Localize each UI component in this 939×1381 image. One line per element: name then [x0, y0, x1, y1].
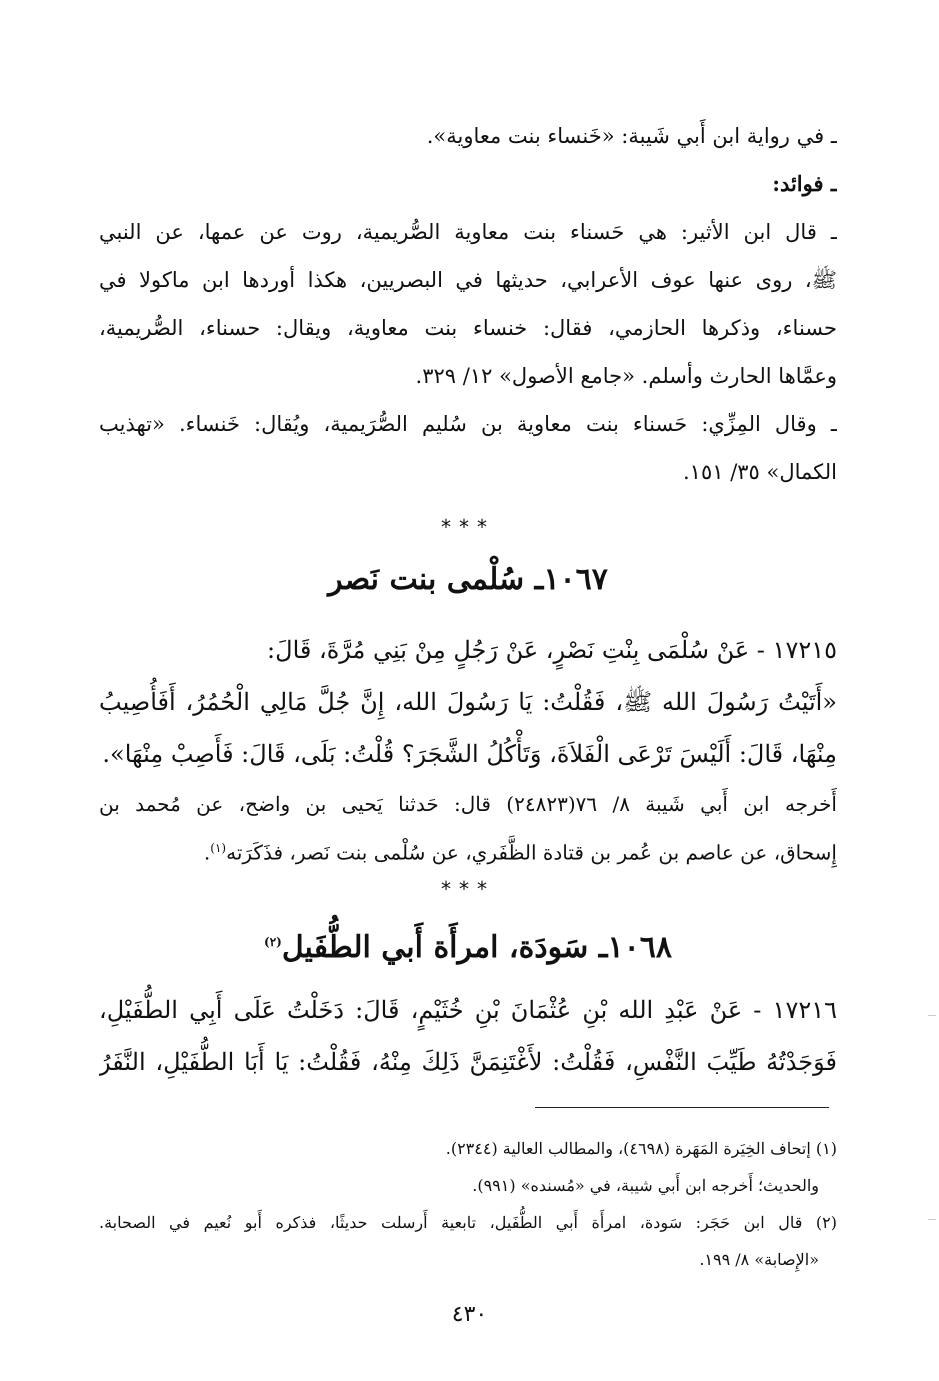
separator-stars: ***: [441, 877, 495, 901]
scan-mark: [928, 1015, 936, 1016]
paragraph-line: ـ قال ابن الأثير: هي حَسناء بنت معاوية الصُّريمية، روت عن عمها، عن النبي: [99, 220, 837, 244]
benefits-label: ـ فوائد:: [772, 171, 837, 196]
scan-mark: [928, 1219, 936, 1220]
page-number: ٤٣٠: [451, 1302, 488, 1327]
previous-entry-notes: [99, 112, 837, 496]
takhrij-end: .: [203, 840, 211, 865]
footnote-1-continuation: والحديث؛ أَخرجه ابن أَبي شيبة، في «مُسنده» (٩٩١).: [472, 1176, 819, 1195]
hadith-line: «أَتَيْتُ رَسُولَ الله ﷺ، فَقُلْتُ: يَا رَسُولَ الله، إِنَّ جُلَّ مَالِي الْحُمُرُ، أَفَأُصِيبُ: [99, 688, 837, 716]
takhrij-line: أَخرجه ابن أَبي شَيبة ٨/ ٧٦(٢٤٨٢٣) قال: حَدثنا يَحيى بن واضح، عن مُحمد بن: [99, 792, 837, 816]
footnote-2: (٢) قال ابن حَجَر: سَودة، امرأَة أَبي الطُّفَيل، تابعية أَرسلت حديثًا، فذكره أَبو نُعيم في الصحابة.: [99, 1213, 837, 1232]
hadith-line: فَوَجَدْتُهُ طَيِّبَ النَّفْسِ، فَقُلْتُ: لأَغْتَنِمَنَّ ذَلِكَ مِنْهُ، فَقُلْتُ: يَا أَبَا الطُّفَيْلِ، النَّفَرُ: [99, 1048, 837, 1076]
entry-heading-text: ١٠٦٨ـ سَودَة، امرأَة أَبي الطُّفَيل: [281, 930, 672, 965]
paragraph-line: وعمَّاها الحارث وأسلم. «جامع الأصول» ١٢/ ٣٢٩.: [415, 364, 837, 388]
hadith-line: مِنْهَا، قَالَ: أَلَيْسَ تَرْعَى الْفَلاَةَ، وَتَأْكُلُ الشَّجَرَ؟ قُلْتُ: بَلَى، قَالَ: فَأَصِبْ مِنْهَا».: [102, 740, 837, 768]
hadith-17215: [99, 624, 837, 780]
hadith-17216: [99, 984, 837, 1088]
footnote-divider: [535, 1107, 829, 1108]
footnote-ref-2: (٢): [264, 935, 282, 949]
entry-heading-1068: [99, 914, 837, 970]
takhrij-text: إِسحاق، عن عاصم بن عُمر بن قتادة الظَّفَري، عن سُلْمى بنت نَصر، فذَكَرَته: [226, 840, 837, 865]
ibn-al-athir-paragraph: [99, 208, 837, 400]
footnote-1: (١) إتحاف الخِيَرة المَهَرة (٤٦٩٨)، والمطالب العالية (٢٣٤٤).: [445, 1139, 837, 1158]
separator-stars: ***: [441, 515, 495, 539]
takhrij-line: [99, 826, 837, 875]
al-mizzi-paragraph: [99, 400, 837, 496]
paragraph-line: حسناء، وذكرها الحازمي، فقال: خنساء بنت معاوية، ويقال: حسناء، الصُّريمية،: [99, 316, 837, 340]
paragraph-line: ـ وقال المِزِّي: حَسناء بنت معاوية بن سُليم الصُّرَيمية، ويُقال: خَنساء. «تهذيب: [99, 412, 837, 436]
paragraph-line: الكمال» ٣٥/ ١٥١.: [682, 460, 837, 484]
hadith-line: ١٧٢١٦ - عَنْ عَبْدِ الله بْنِ عُثْمَانَ بْنِ خُثَيْمٍ، قَالَ: دَخَلْتُ عَلَى أَبِي الطُّفَيْلِ،: [99, 996, 837, 1024]
hadith-line: ١٧٢١٥ - عَنْ سُلْمَى بِنْتِ نَصْرٍ، عَنْ رَجُلٍ مِنْ بَنِي مُرَّةَ، قَالَ:: [267, 636, 837, 664]
footnote-2-continuation: «الإِصابة» ٨/ ١٩٩.: [699, 1250, 819, 1269]
entry-heading-1067: ١٠٦٧ـ سُلْمى بنت نَصر: [328, 562, 608, 597]
footnotes: [99, 1130, 837, 1278]
footnote-ref-1: (١): [210, 841, 227, 855]
takhrij-17215: [99, 782, 837, 875]
paragraph-line: ﷺ، روى عنها عوف الأعرابي، حديثها في البصريين، هكذا أوردها ابن ماكولا في: [99, 268, 837, 292]
ibn-abi-shaybah-variant: ـ في رواية ابن أَبي شَيبة: «خَنساء بنت معاوية».: [426, 124, 837, 148]
